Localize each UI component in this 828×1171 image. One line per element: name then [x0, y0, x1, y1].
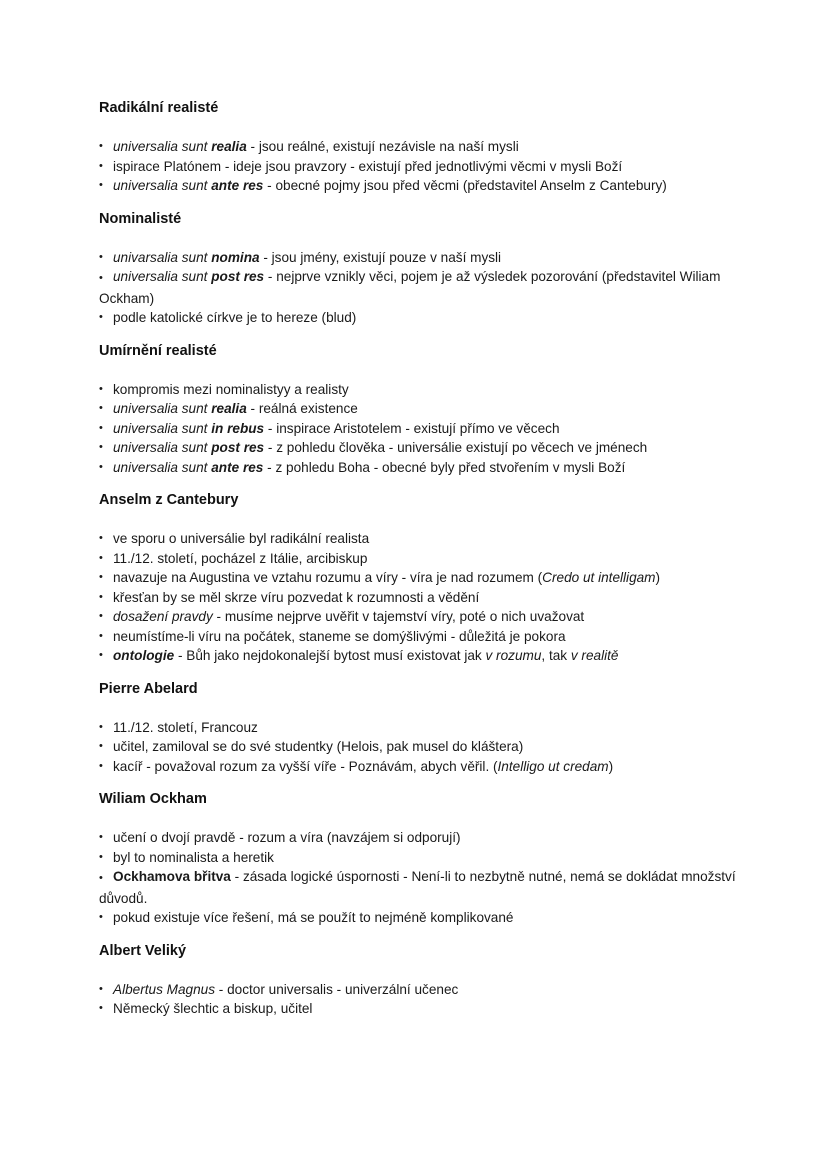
list-item: [99, 248, 739, 268]
item-text: - inspirace Aristotelem - existují přímo ve věcech: [264, 420, 560, 436]
item-text: podle katolické církve je to hereze (blud): [113, 310, 357, 325]
item-text: pokud existuje více řešení, má se použít to nejméně komplikované: [113, 910, 514, 925]
item-text: - musíme nejprve uvěřit v tajemství víry, poté o nich uvažovat: [212, 609, 585, 624]
bullet-icon: •: [99, 911, 103, 923]
item-text: ): [608, 758, 614, 774]
item-text: 11./12. století, Francouz: [113, 719, 258, 735]
section: [99, 790, 739, 928]
bullet-icon: •: [99, 179, 103, 191]
bullet-list: [99, 529, 739, 666]
bullet-icon: •: [99, 590, 103, 603]
bullet-list: [99, 137, 739, 196]
item-text: - nejprve vznikly věci, pojem je až výsledek pozorování (představitel Wiliam Ockham): [99, 269, 721, 306]
bullet-icon: •: [99, 610, 103, 622]
list-item: [99, 848, 739, 868]
bullet-icon: •: [99, 551, 103, 564]
section-heading: Wiliam Ockham: [99, 791, 207, 807]
emphasis-term: nomina: [211, 249, 260, 265]
bullet-list: [99, 718, 739, 777]
item-text: - zásada logické úspornosti - Není-li to nezbytně nutné, nemá se dokládat množství důvodů.: [99, 869, 736, 906]
list-item: [99, 627, 739, 647]
list-item: [99, 588, 739, 608]
item-text: - Bůh jako nejdokonalejší bytost musí existovat jak: [174, 648, 486, 663]
bullet-icon: •: [99, 571, 103, 583]
item-text: - jsou jmény, existují pouze v naší mysli: [259, 249, 502, 265]
list-item: [99, 999, 739, 1019]
item-text: Německý šlechtic a biskup, učitel: [113, 1001, 313, 1016]
section-heading: Umírnění realisté: [99, 342, 217, 359]
bullet-icon: •: [99, 872, 103, 884]
italic-text: Credo ut intelligam: [542, 570, 656, 585]
italic-text: universalia sunt: [113, 139, 212, 154]
italic-text: universalia sunt: [113, 459, 212, 475]
item-text: navazuje na Augustina ve vztahu rozumu a víry - víra je nad rozumem (: [113, 570, 543, 585]
bullet-icon: •: [99, 159, 103, 172]
list-item: [99, 908, 739, 928]
item-text: - doctor universalis - univerzální učenec: [215, 981, 459, 997]
item-text: - reálná existence: [246, 401, 358, 416]
item-text: , tak: [541, 648, 571, 663]
italic-text: universalia sunt: [113, 178, 212, 193]
bullet-list: [99, 980, 739, 1019]
bullet-icon: •: [99, 250, 103, 263]
italic-text: dosažení pravdy: [113, 609, 213, 624]
emphasis-term: post res: [211, 440, 265, 455]
bullet-icon: •: [99, 649, 103, 661]
emphasis-term: ontologie: [113, 648, 175, 663]
italic-text: universalia sunt: [113, 401, 212, 416]
item-text: kompromis mezi nominalistyy a realisty: [113, 381, 349, 397]
section: [99, 210, 739, 328]
section-heading: Nominalisté: [99, 210, 182, 227]
bullet-icon: •: [99, 831, 103, 843]
list-item: [99, 157, 739, 177]
item-text: kacíř - považoval rozum za vyšší víře - Poznávám, abych věřil. (: [113, 758, 498, 774]
item-text: učitel, zamiloval se do své studentky (Helois, pak musel do kláštera): [113, 739, 524, 754]
list-item: [99, 380, 739, 400]
section: [99, 491, 739, 666]
bullet-icon: •: [99, 311, 103, 323]
bullet-icon: •: [99, 740, 103, 752]
list-item: [99, 757, 739, 777]
list-item: [99, 828, 739, 848]
section-heading: Pierre Abelard: [99, 680, 198, 697]
item-text: křesťan by se měl skrze víru pozvedat k rozumnosti a vědění: [113, 589, 480, 605]
emphasis-term: Ockhamova břitva: [113, 869, 231, 884]
section: [99, 99, 739, 196]
section-heading: Anselm z Cantebury: [99, 492, 239, 508]
list-item: [99, 980, 739, 1000]
item-text: byl to nominalista a heretik: [113, 849, 274, 865]
bullet-icon: •: [99, 441, 103, 453]
emphasis-term: ante res: [211, 459, 264, 475]
list-item: [99, 176, 739, 196]
emphasis-term: ante res: [211, 178, 264, 193]
bullet-icon: •: [99, 382, 103, 395]
list-item: [99, 137, 739, 157]
item-text: ve sporu o universálie byl radikální realista: [113, 531, 370, 546]
emphasis-term: in rebus: [211, 420, 265, 436]
emphasis-term: realia: [211, 401, 247, 416]
section-heading: Radikální realisté: [99, 100, 219, 116]
bullet-icon: •: [99, 720, 103, 733]
bullet-icon: •: [99, 272, 103, 284]
bullet-icon: •: [99, 140, 103, 152]
bullet-list: [99, 380, 739, 478]
list-item: [99, 568, 739, 588]
bullet-icon: •: [99, 759, 103, 772]
item-text: učení o dvojí pravdě - rozum a víra (navzájem si odporují): [113, 830, 461, 845]
bullet-icon: •: [99, 629, 103, 642]
list-item: [99, 718, 739, 738]
italic-text: universalia sunt: [113, 269, 212, 284]
item-text: - z pohledu Boha - obecné byly před stvořením v mysli Boží: [263, 459, 626, 475]
list-item: [99, 308, 739, 328]
italic-text: universalia sunt: [113, 440, 212, 455]
item-text: - obecné pojmy jsou před věcmi (představitel Anselm z Cantebury): [263, 178, 667, 193]
list-item: [99, 529, 739, 549]
italic-text: Albertus Magnus: [113, 981, 216, 997]
bullet-icon: •: [99, 532, 103, 544]
bullet-icon: •: [99, 850, 103, 863]
item-text: - z pohledu člověka - universálie existují po věcech ve jménech: [264, 440, 648, 455]
list-item: [99, 646, 739, 666]
bullet-list: [99, 248, 739, 328]
list-item: [99, 438, 739, 458]
bullet-icon: •: [99, 460, 103, 473]
list-item: [99, 419, 739, 439]
list-item: [99, 549, 739, 569]
italic-text: universalia sunt: [113, 420, 212, 436]
item-text: ispirace Platónem - ideje jsou pravzory - existují před jednotlivými věcmi v mysli Boží: [113, 158, 623, 174]
section: [99, 342, 739, 478]
bullet-list: [99, 828, 739, 928]
list-item: [99, 458, 739, 478]
item-text: - jsou reálné, existují nezávisle na naší mysli: [246, 139, 519, 154]
emphasis-term: post res: [211, 269, 265, 284]
section: [99, 942, 739, 1019]
list-item: [99, 399, 739, 419]
italic-text: v realitě: [570, 648, 619, 663]
bullet-icon: •: [99, 982, 103, 995]
italic-text: univarsalia sunt: [113, 249, 212, 265]
bullet-icon: •: [99, 421, 103, 434]
italic-text: v rozumu: [485, 648, 542, 663]
emphasis-term: realia: [211, 139, 247, 154]
item-text: neumístíme-li víru na počátek, staneme se domýšlivými - důležitá je pokora: [113, 628, 566, 644]
section-heading: Albert Veliký: [99, 942, 187, 959]
item-text: ): [655, 570, 661, 585]
list-item: [99, 607, 739, 627]
list-item: [99, 737, 739, 757]
bullet-icon: •: [99, 402, 103, 414]
list-item: [99, 267, 739, 308]
italic-text: Intelligo ut credam: [497, 758, 609, 774]
list-item: [99, 867, 739, 908]
bullet-icon: •: [99, 1002, 103, 1014]
item-text: 11./12. století, pocházel z Itálie, arcibiskup: [113, 550, 368, 566]
section: [99, 680, 739, 777]
document-page: [99, 99, 739, 1033]
